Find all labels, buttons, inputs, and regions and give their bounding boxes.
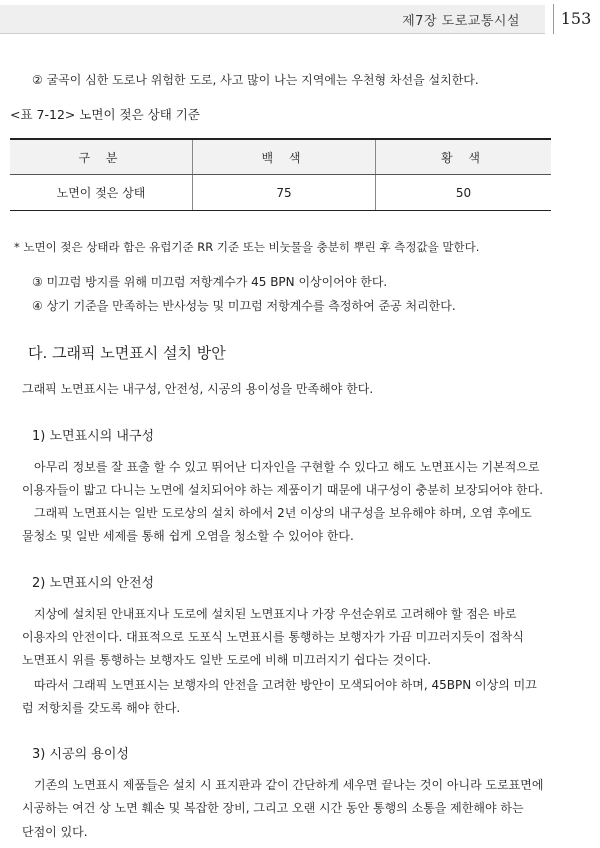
text-line: 노면표시 위를 통행하는 보행자도 일반 도로에 비해 미끄러지기 쉽다는 것이다. [22,653,432,667]
text-line: 지상에 설치된 안내표지나 도로에 설치된 노면표지나 가장 우선순위로 고려해야 할 점은 바로 [34,607,517,621]
subsection-title-durability: 1) 노면표시의 내구성 [32,429,155,444]
paragraph-item-3: ③ 미끄럼 방지를 위해 미끄럼 저항계수가 45 BPN 이상이어야 한다. [32,275,388,289]
subsection-title-construction: 3) 시공의 용이성 [32,747,129,762]
table-header-row [10,139,551,175]
text-line: 단점이 있다. [22,825,88,839]
subsection-title-safety: 2) 노면표시의 안전성 [32,576,155,591]
table-row [10,175,551,211]
table-header-category: 구 분 [10,139,193,175]
table-cell-label: 노면이 젖은 상태 [10,175,193,211]
table-header-white: 백 색 [193,139,376,175]
text-line: 물청소 및 일반 세제를 통해 쉽게 오염을 청소할 수 있어야 한다. [22,529,354,543]
table-cell-yellow: 50 [376,175,552,211]
section-intro: 그래픽 노면표시는 내구성, 안전성, 시공의 용이성을 만족해야 한다. [22,382,374,396]
text-line: 럼 저항치를 갖도록 해야 한다. [22,701,181,715]
section-title: 다. 그래픽 노면표시 설치 방안 [28,344,226,362]
page-header [0,0,600,38]
table-cell-white: 75 [193,175,376,211]
chapter-title: 제7장 도로교통시설 [402,14,520,29]
table-caption: <표 7-12> 노면이 젖은 상태 기준 [10,107,200,122]
text-line: 그래픽 노면표시는 일반 도로상의 설치 하에서 2년 이상의 내구성을 보유해야 하며, 오염 후에도 [34,506,532,520]
paragraph-item-2: ② 굴곡이 심한 도로나 위험한 도로, 사고 많이 나는 지역에는 우천형 차선을 설치한다. [32,73,479,87]
page-number: 153 [553,4,598,34]
wet-road-table [10,138,551,211]
table-note: * 노면이 젖은 상태라 함은 유럽기준 RR 기준 또는 비눗물을 충분히 뿌린 후 측정값을 말한다. [14,240,480,254]
text-line: 시공하는 여건 상 노면 훼손 및 복잡한 장비, 그리고 오랜 시간 동안 통행의 소통을 제한해야 하는 [22,801,524,815]
text-line: 기존의 노면표시 제품들은 설치 시 표지판과 같이 간단하게 세우면 끝나는 것이 아니라 도로표면에 [34,778,544,792]
table-header-yellow: 황 색 [376,139,552,175]
text-line: 이용자의 안전이다. 대표적으로 도포식 노면표시를 통행하는 보행자가 가끔 미끄러지듯이 접착식 [22,630,524,644]
text-line: 따라서 그래픽 노면표시는 보행자의 안전을 고려한 방안이 모색되어야 하며, 45BPN 이상의 미끄 [34,678,537,692]
text-line: 아무리 정보를 잘 표출 할 수 있고 뛰어난 디자인을 구현할 수 있다고 해도 노면표시는 기본적으로 [34,460,540,474]
text-line: 이용자들이 밟고 다니는 노면에 설치되어야 하는 제품이기 때문에 내구성이 충분히 보장되어야 한다. [22,483,544,497]
paragraph-item-4: ④ 상기 기준을 만족하는 반사성능 및 미끄럼 저항계수를 측정하여 준공 처리한다. [32,299,456,313]
